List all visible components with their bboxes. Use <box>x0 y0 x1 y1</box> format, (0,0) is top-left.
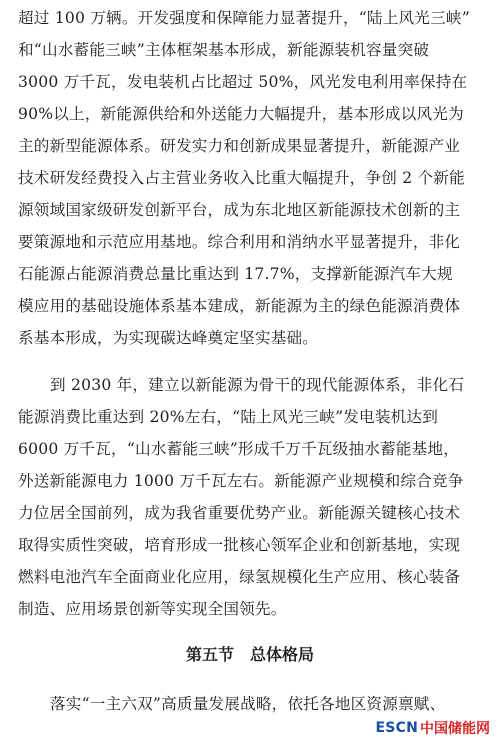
text-line: 力位居全国前列，成为我省重要优势产业。新能源关键核心技术 <box>18 504 461 522</box>
text-line: 石能源占能源消费总量比重达到 17.7%，支撑新能源汽车大规 <box>18 265 453 283</box>
section-heading: 第五节 总体格局 <box>185 645 314 664</box>
text-line: 技术研发经费投入占主营业务收入比重大幅提升，争创 2 个新能 <box>18 169 465 187</box>
paragraph-first-line: 落实“一主六双”高质量发展战略，依托各地区资源禀赋、 <box>50 695 446 713</box>
text-line: 模应用的基础设施体系基本建成，新能源为主的绿色能源消费体 <box>18 297 461 315</box>
text-line: 3000 万千瓦，发电装机占比超过 50%，风光发电利用率保持在 <box>18 73 468 91</box>
text-line: 外送新能源电力 1000 万千瓦左右。新能源产业规模和综合竞争 <box>18 472 464 490</box>
escn-watermark-logo <box>372 719 494 737</box>
text-line: 超过 100 万辆。开发强度和保障能力显著提升，“陆上风光三峡” <box>18 9 470 27</box>
watermark-latin-text: ESCN <box>375 720 418 736</box>
text-line: 燃料电池汽车全面商业化应用，绿氢规模化生产应用、核心装备 <box>18 568 461 586</box>
text-line: 取得实质性突破，培育形成一批核心领军企业和创新基地，实现 <box>18 536 461 554</box>
paragraph-first-line: 到 2030 年，建立以新能源为骨干的现代能源体系，非化石 <box>50 376 465 394</box>
text-line: 要策源地和示范应用基地。综合利用和消纳水平显著提升，非化 <box>18 233 461 251</box>
text-line: 和“山水蓄能三峡”主体框架基本形成，新能源装机容量突破 <box>18 41 430 59</box>
text-line: 源领域国家级研发创新平台，成为东北地区新能源技术创新的主 <box>18 201 461 219</box>
text-line: 能源消费比重达到 20%左右，“陆上风光三峡”发电装机达到 <box>18 408 439 426</box>
text-line: 6000 万千瓦，“山水蓄能三峡”形成千万千瓦级抽水蓄能基地， <box>18 440 460 458</box>
watermark-cjk-text: 中国储能网 <box>420 721 490 737</box>
text-line: 主的新型能源体系。研发实力和创新成果显著提升，新能源产业 <box>18 137 461 155</box>
text-line: 90%以上，新能源供给和外送能力大幅提升，基本形成以风光为 <box>18 105 464 123</box>
text-line: 系基本形成，为实现碳达峰奠定坚实基础。 <box>18 329 319 347</box>
text-line: 制造、应用场景创新等实现全国领先。 <box>18 600 287 618</box>
